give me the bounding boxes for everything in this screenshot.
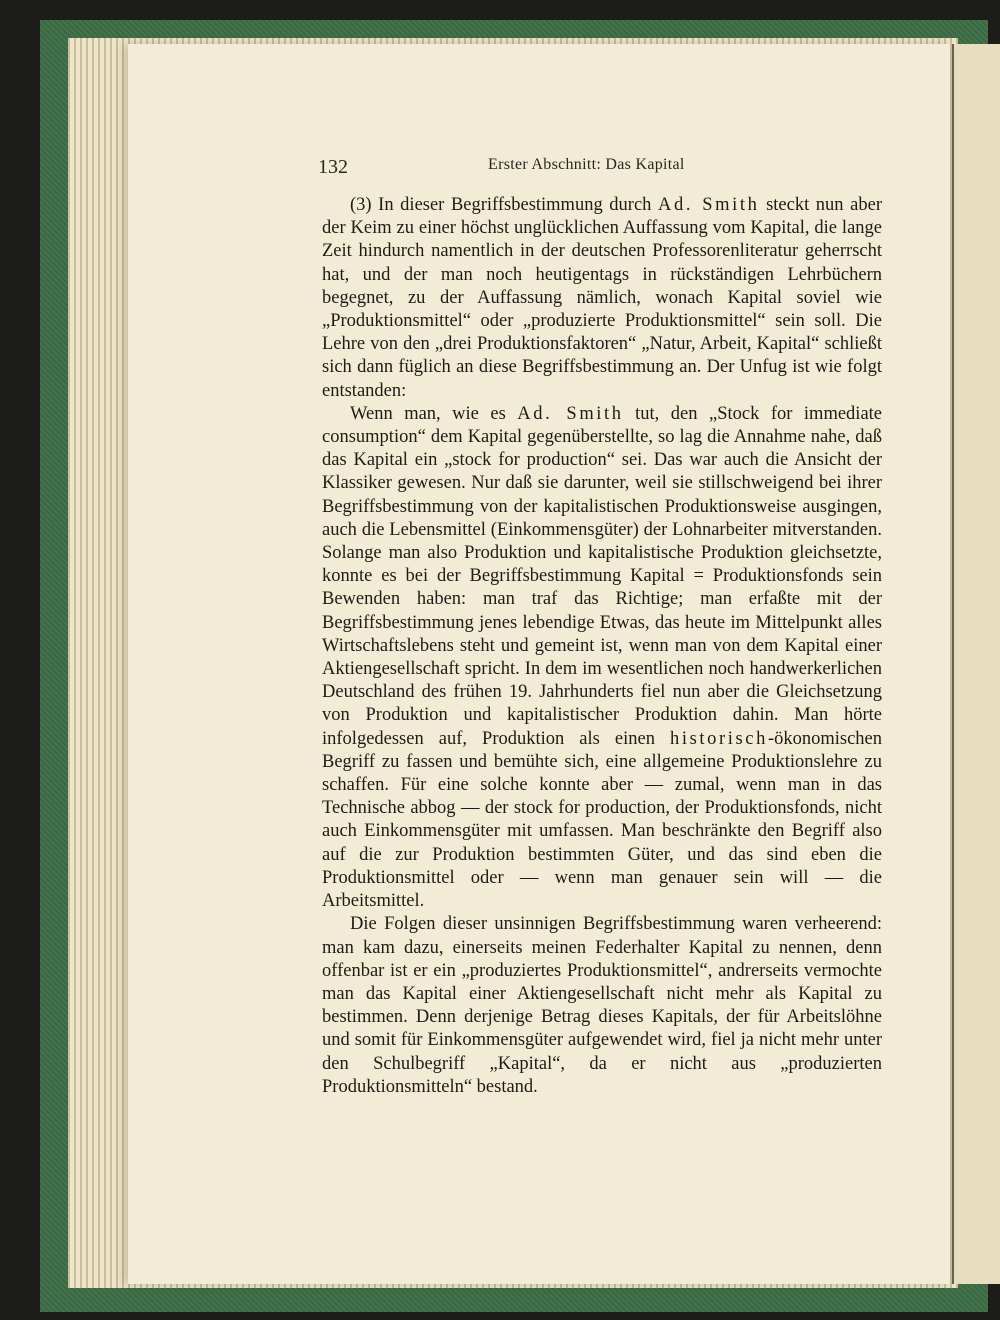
paragraph	[322, 913, 882, 1099]
page-number: 132	[318, 156, 348, 178]
paragraph	[322, 403, 882, 913]
text-segment: (3) In dieser Begriffsbestimmung durch	[350, 195, 659, 215]
facing-page-edge	[952, 44, 1000, 1284]
text-segment: Die Folgen dieser unsinnigen Begriffsbestimmung waren verheerend: man kam dazu, einerseits meinen Federhalter Kapital zu nennen, denn offenbar ist er ein „produziertes Produktionsmittel“, andrerseits vermochte man das Kapital einer Aktiengesellschaft nicht mehr als Kapital zu bestimmen. Denn derjenige Betrag dieses Kapitals, der für Arbeitslöhne und somit für Einkommensgüter aufgewendet wird, fiel ja nicht mehr unter den Schulbegriff „Kapital“, da er nicht aus „produzierten Produktionsmitteln“ bestand.	[322, 914, 882, 1097]
text-segment: steckt nun aber der Keim zu einer höchst unglücklichen Auffassung vom Kapital, die lange Zeit hindurch namentlich in der deutschen Professorenliteratur geherrscht hat, und der man noch heutigentags in rückständigen Lehrbüchern begegnet, zu der Auffassung nämlich, wonach Kapital soviel wie „Produktionsmittel“ oder „produzierte Produktionsmittel“ sein soll. Die Lehre von den „drei Produktionsfaktoren“ „Natur, Arbeit, Kapital“ schließt sich dann füglich an diese Begriffsbestimmung an. Der Unfug ist wie folgt entstanden:	[322, 195, 882, 401]
spaced-word: historisch	[669, 728, 768, 749]
text-segment: Wenn man, wie es	[350, 403, 518, 424]
page-header	[318, 150, 708, 176]
spaced-name: Ad. Smith	[658, 195, 760, 215]
paragraph	[322, 194, 882, 403]
text-segment: tut, den „Stock for immediate consumption“ dem Kapital gegenüberstellte, so lag die Annahme nahe, daß das Kapital ein „stock for production“ sei. Das war auch die Ansicht der Klassiker gewesen. Nur daß sie darunter, weil sie stillschweigend bei ihrer Begriffsbestimmung von der kapitalistischen Produktionsweise ausgingen, auch die Lebensmittel (Einkommensgüter) der Lohnarbeiter mitverstanden. Solange man also Produktion und kapitalistische Produktion gleichsetzte, konnte es bei der Begriffsbestimmung Kapital = Produktionsfonds sein Bewenden haben: man traf das Richtige; man erfaßte mit der Begriffsbestimmung jenes lebendige Etwas, das heute im Mittelpunkt alles Wirtschaftslebens steht und gemeint ist, wenn man von dem Kapital einer Aktiengesellschaft spricht. In dem im wesentlichen noch handwerkerlichen Deutschland des frühen 19. Jahrhunderts fiel nun aber die Gleichsetzung von Produktion und kapitalistischer Produktion dahin. Man hörte infolgedessen auf, Produktion als einen	[322, 403, 883, 749]
spaced-name: Ad. Smith	[517, 403, 624, 424]
text-segment: -ökonomischen Begriff zu fassen und bemühte sich, eine allgemeine Produktionslehre zu schaffen. Für eine solche konnte aber — zumal, wenn man in das Technische abbog — der stock for production, der Produktionsfonds, nicht auch Einkommensgüter mit umfassen. Man beschränkte den Begriff also auf die zur Produktion bestimmten Güter, und das sind eben die Produktionsmittel oder — wenn man genauer sein will — die Arbeitsmittel.	[322, 728, 882, 912]
running-title: Erster Abschnitt: Das Kapital	[488, 156, 685, 173]
body-text	[322, 194, 882, 1099]
